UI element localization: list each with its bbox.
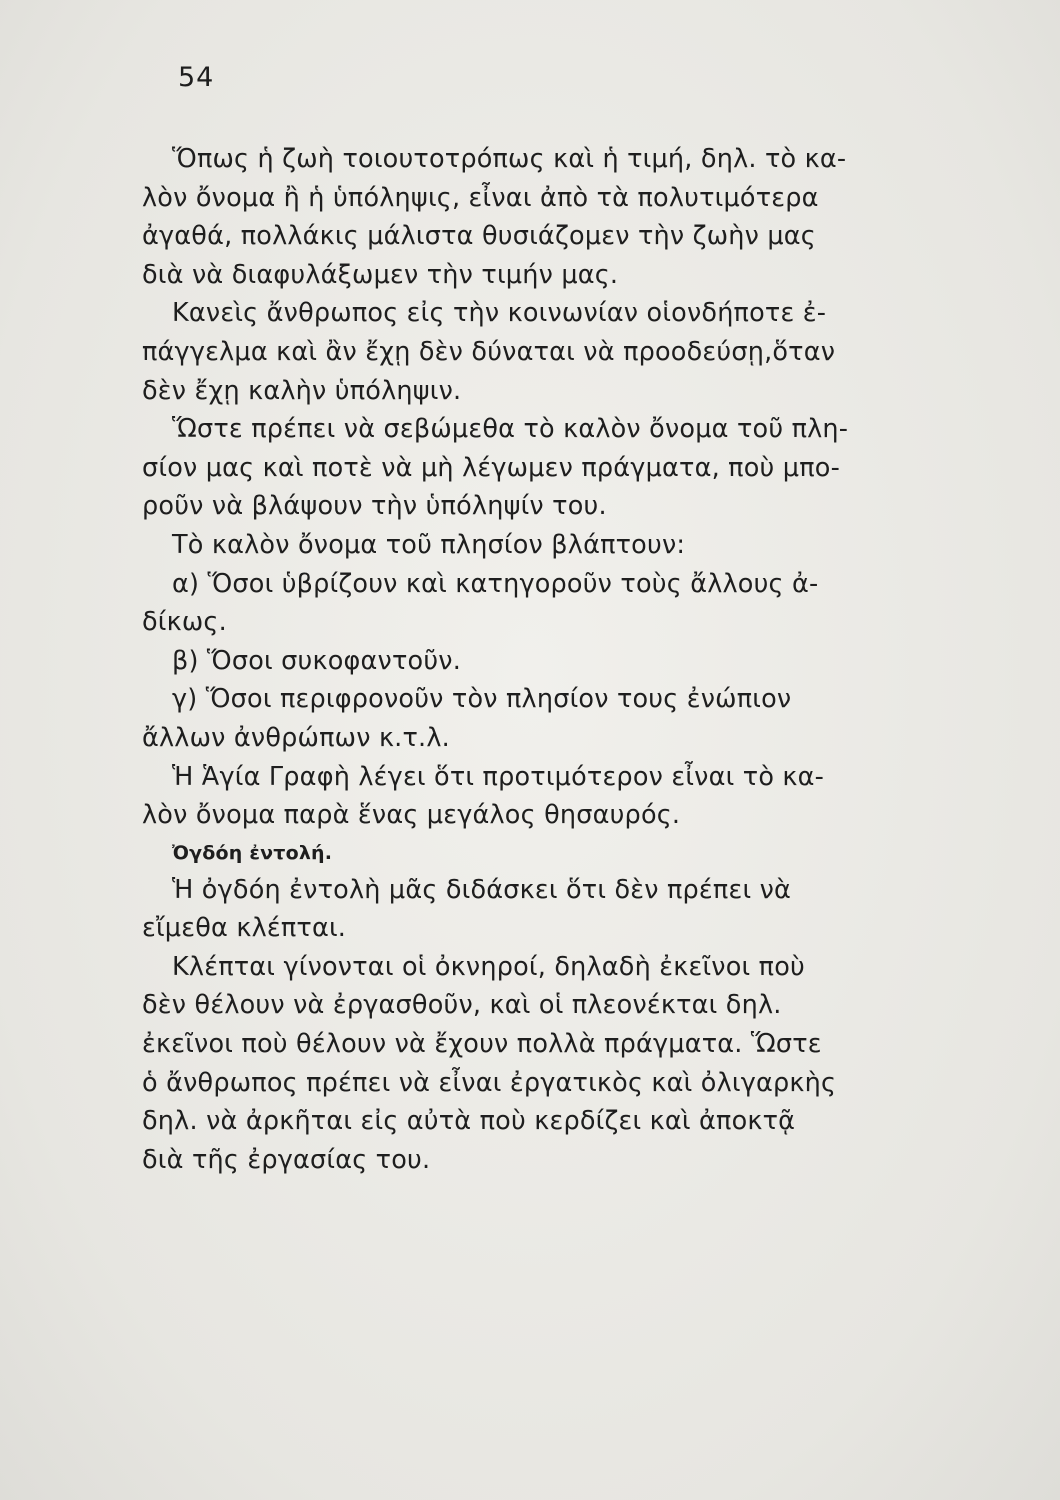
text-line: δὲν θέλουν νὰ ἐργασθοῦν, καὶ οἱ πλεονέκται δηλ. xyxy=(142,990,782,1021)
text-line: ὁ ἄνθρωπος πρέπει νὰ εἶναι ἐργατικὸς καὶ ὀλιγαρκὴς xyxy=(142,1067,837,1098)
text-line: ἄλλων ἀνθρώπων κ.τ.λ. xyxy=(142,722,450,753)
text-line: δηλ. νὰ ἀρκῆται εἰς αὐτὰ ποὺ κερδίζει καὶ ἀποκτᾷ xyxy=(142,1106,796,1137)
text-line: Κλέπται γίνονται οἱ ὀκνηροί, δηλαδὴ ἐκεῖνοι ποὺ xyxy=(172,951,805,982)
text-line: Ὥστε πρέπει νὰ σεβώμεθα τὸ καλὸν ὄνομα τοῦ πλη- xyxy=(172,414,849,445)
body-text xyxy=(142,140,962,1179)
text-line: ἀγαθά, πολλάκις μάλιστα θυσιάζομεν τὴν ζωὴν μας xyxy=(142,221,816,252)
text-line: Τὸ καλὸν ὄνομα τοῦ πλησίον βλάπτουν: xyxy=(172,529,686,560)
text-line: διὰ νὰ διαφυλάξωμεν τὴν τιμήν μας. xyxy=(142,259,619,290)
text-line: εἴμεθα κλέπται. xyxy=(142,913,347,944)
text-line: σίον μας καὶ ποτὲ νὰ μὴ λέγωμεν πράγματα, ποὺ μπο- xyxy=(142,452,840,483)
page-number: 54 xyxy=(178,62,215,93)
text-line: Κανεὶς ἄνθρωπος εἰς τὴν κοινωνίαν οἱονδήποτε ἐ- xyxy=(172,298,827,329)
text-line: διὰ τῆς ἐργασίας του. xyxy=(142,1144,431,1175)
text-line: λὸν ὄνομα ἢ ἡ ὑπόληψις, εἶναι ἀπὸ τὰ πολυτιμότερα xyxy=(142,182,819,213)
text-line: ἐκεῖνοι ποὺ θέλουν νὰ ἔχουν πολλὰ πράγματα. Ὥστε xyxy=(142,1029,822,1060)
section-heading: Ὀγδόη ἐντολή. xyxy=(172,841,333,864)
text-line: β) Ὅσοι συκοφαντοῦν. xyxy=(172,645,462,676)
text-line: α) Ὅσοι ὑβρίζουν καὶ κατηγοροῦν τοὺς ἄλλους ἀ- xyxy=(172,568,819,599)
text-line: Ὅπως ἡ ζωὴ τοιουτοτρόπως καὶ ἡ τιμή, δηλ. τὸ κα- xyxy=(172,144,847,174)
text-line: λὸν ὄνομα παρὰ ἕνας μεγάλος θησαυρός. xyxy=(142,800,681,831)
text-line: δὲν ἔχῃ καλὴν ὑπόληψιν. xyxy=(142,375,462,406)
paragraphs-after xyxy=(142,871,962,1180)
paragraphs-before xyxy=(142,140,962,835)
text-line: Ἡ Ἁγία Γραφὴ λέγει ὅτι προτιμότερον εἶναι τὸ κα- xyxy=(172,761,825,792)
text-line: δίκως. xyxy=(142,607,227,638)
text-line: ροῦν νὰ βλάψουν τὴν ὑπόληψίν του. xyxy=(142,491,607,522)
text-line: πάγγελμα καὶ ἂν ἔχῃ δὲν δύναται νὰ προοδεύσῃ,ὅταν xyxy=(142,336,836,367)
text-line: Ἡ ὀγδόη ἐντολὴ μᾶς διδάσκει ὅτι δὲν πρέπει νὰ xyxy=(172,874,792,905)
text-line: γ) Ὅσοι περιφρονοῦν τὸν πλησίον τους ἐνώπιον xyxy=(172,684,792,715)
